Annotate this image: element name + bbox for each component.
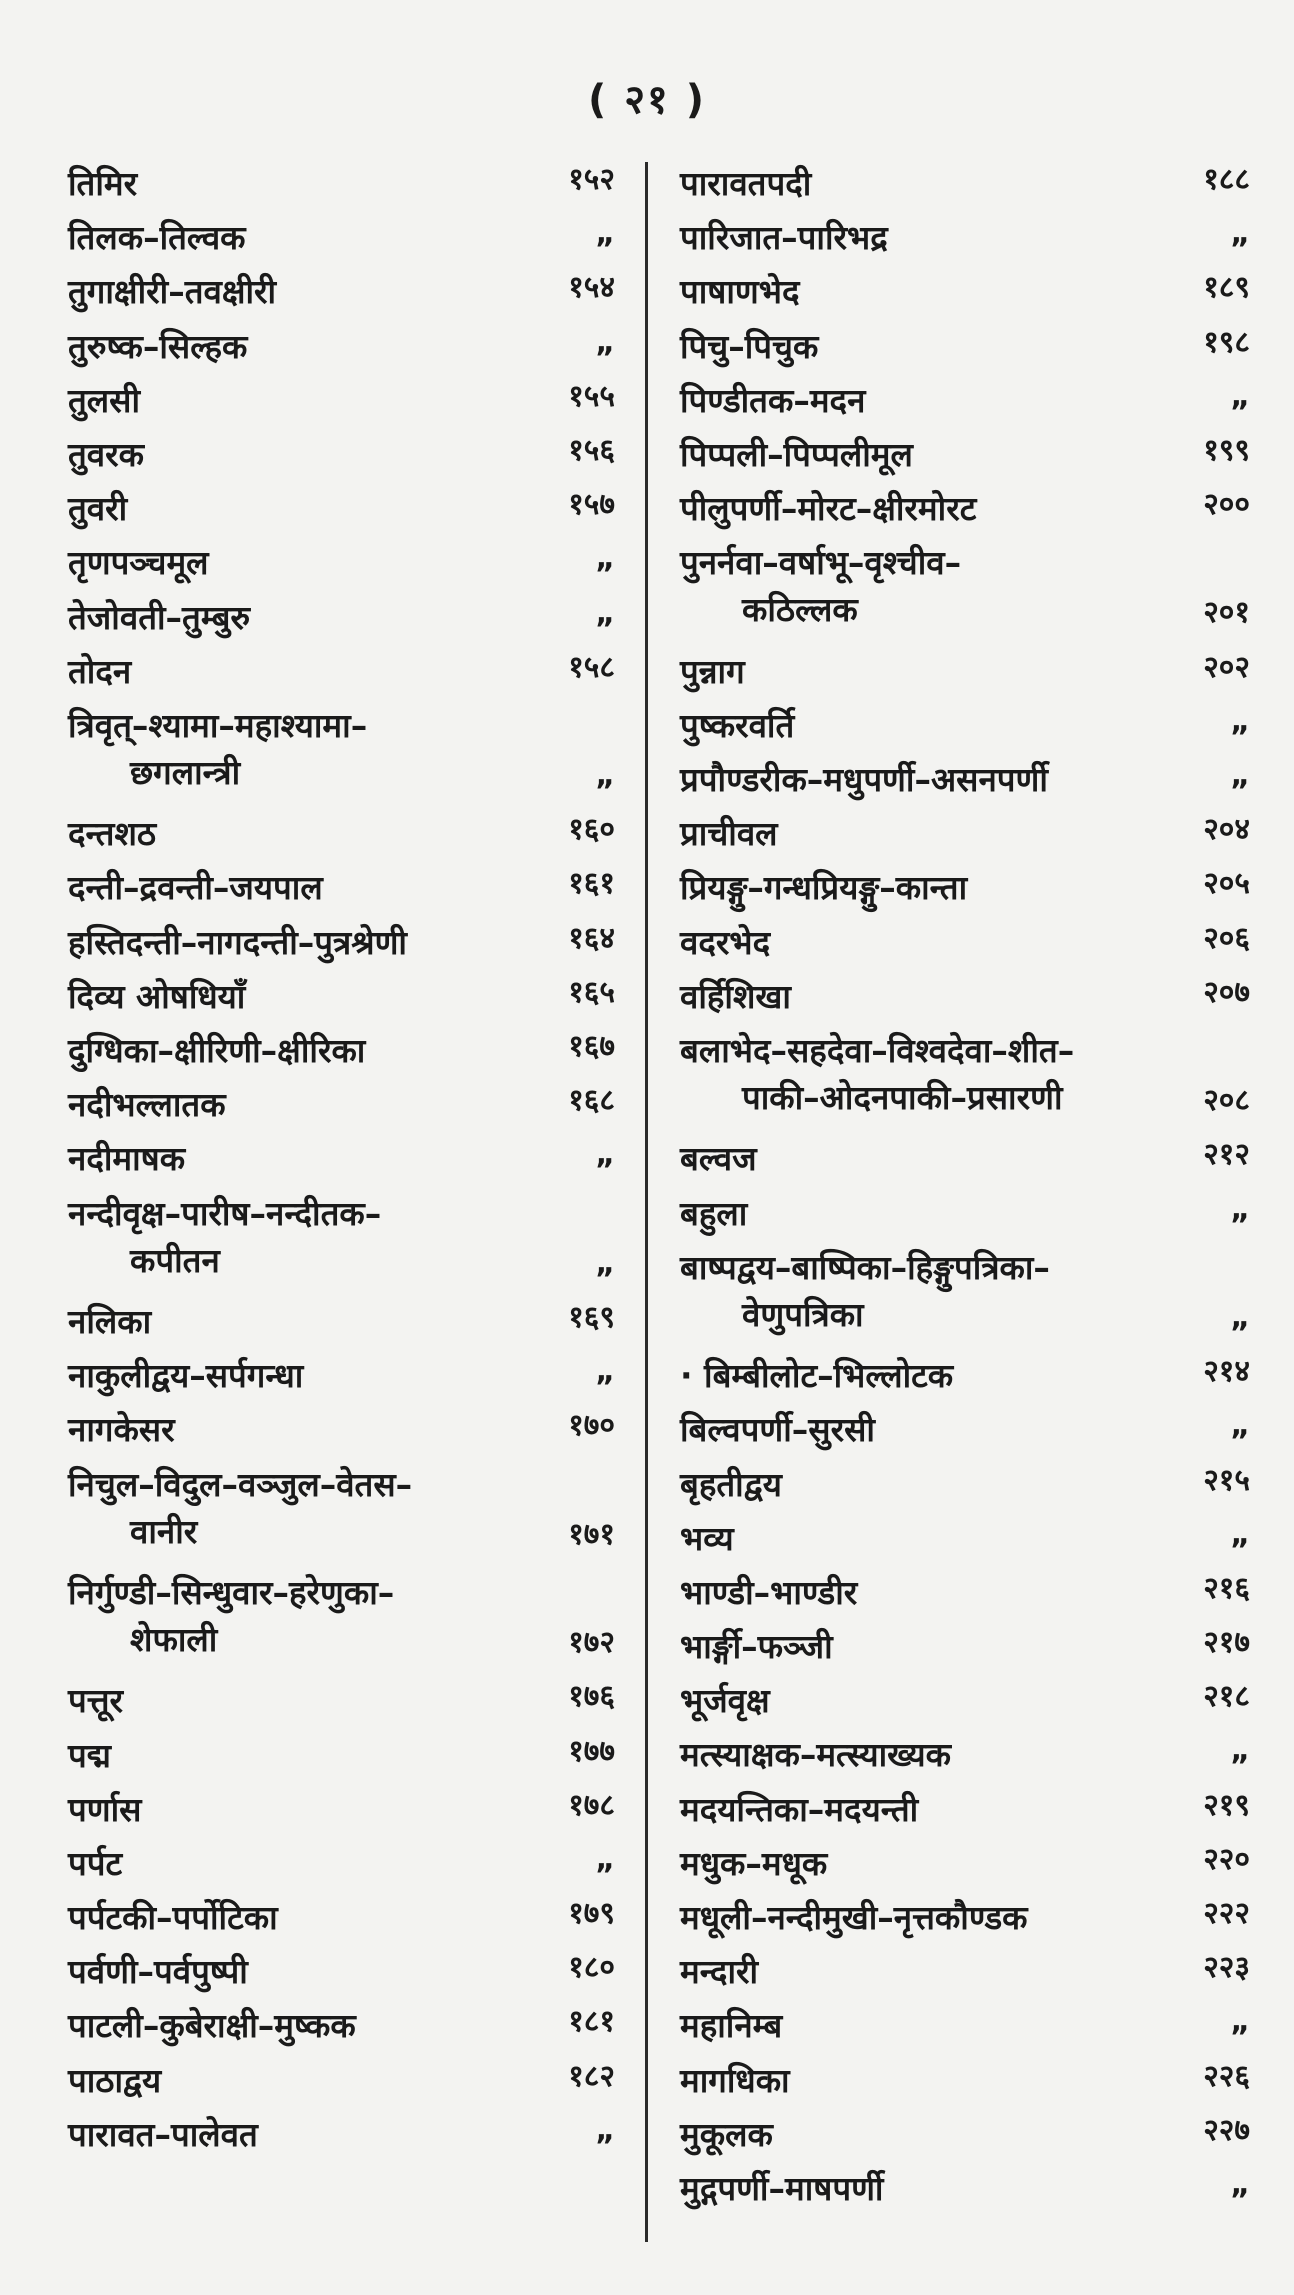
entry-term-text: वदरभेद [680, 922, 771, 962]
index-entry [0, 1677, 640, 1731]
entry-term [680, 1248, 1050, 1342]
index-entry [652, 1786, 1272, 1840]
entry-term [68, 977, 245, 1017]
index-entry [652, 539, 1272, 647]
entry-term-text: बल्वज [680, 1139, 757, 1179]
entry-term [68, 1681, 123, 1721]
entry-page-number: २२३ [1203, 1950, 1250, 1986]
entry-term-continuation: वानीर [130, 1511, 198, 1551]
entry-term-text: बृहतीद्वय [680, 1464, 782, 1504]
index-entry [0, 1732, 640, 1786]
index-entry [652, 1027, 1272, 1135]
index-entry [652, 648, 1272, 702]
index-entry [0, 594, 640, 648]
entry-page-number: „ [595, 595, 615, 631]
index-entry [0, 810, 640, 864]
entry-term [68, 1898, 278, 1938]
entry-page-number: २०७ [1203, 974, 1250, 1010]
entry-term-text: पाठाद्वय [68, 2060, 162, 2100]
index-entry [652, 323, 1272, 377]
entry-term [680, 543, 961, 637]
entry-page-number: १५४ [568, 270, 615, 306]
entry-term [680, 1790, 918, 1830]
index-entry [0, 160, 640, 214]
index-entry [0, 1027, 640, 1081]
entry-term [68, 1573, 394, 1667]
entry-term-continuation: शेफाली [130, 1619, 218, 1659]
entry-term-text: निचुल–विदुल–वञ्जुल–वेतस– [68, 1464, 413, 1504]
index-entry [0, 1569, 640, 1677]
index-entry [652, 2111, 1272, 2165]
entry-term [68, 652, 131, 692]
index-entry [0, 323, 640, 377]
entry-term [680, 1031, 1074, 1125]
entry-page-number: १६८ [568, 1083, 615, 1119]
entry-term [68, 706, 367, 800]
entry-term [680, 1898, 1028, 1938]
entry-term [680, 2006, 782, 2046]
entry-term-text: तिलक–तिल्वक [68, 218, 246, 258]
entry-page-number: २०१ [1203, 595, 1250, 631]
entry-term-text: मदयन्तिका–मदयन्ती [680, 1789, 919, 1829]
page-number: ( २१ ) [587, 77, 706, 123]
entry-page-number: १९९ [1203, 432, 1250, 468]
entry-page-number: १७९ [568, 1896, 615, 1932]
index-entry [652, 1461, 1272, 1515]
index-entry [652, 2002, 1272, 2056]
index-entry [652, 1623, 1272, 1677]
index-entry [652, 1894, 1272, 1948]
entry-term-continuation: कपीतन [130, 1240, 220, 1280]
entry-term-text: भार्ङ्गी–फञ्जी [680, 1627, 833, 1667]
index-entry [0, 431, 640, 485]
entry-page-number: „ [1230, 216, 1250, 252]
index-entry [0, 973, 640, 1027]
entry-term-text: पुष्करवर्ति [680, 705, 795, 745]
right-index-column [652, 160, 1272, 2219]
index-entry [0, 2057, 640, 2111]
entry-term-text: मागधिका [680, 2060, 790, 2100]
entry-page-number: १५७ [568, 487, 615, 523]
entry-page-number: २०८ [1203, 1083, 1250, 1119]
entry-page-number: „ [1230, 1191, 1250, 1227]
entry-term-text: नदीभल्लातक [68, 1085, 226, 1125]
entry-page-number: २१७ [1203, 1625, 1250, 1661]
entry-page-number: „ [1230, 2004, 1250, 2040]
entry-term-text: पिचु–पिचुक [680, 326, 819, 366]
entry-term-text: मुद्गपर्णी–माषपर्णी [680, 2168, 884, 2208]
entry-page-number: २१५ [1203, 1462, 1250, 1498]
entry-page-number: „ [595, 216, 615, 252]
entry-term-text: नलिका [68, 1301, 152, 1341]
entry-term-text: नन्दीवृक्ष–पारीष–नन्दीतक– [68, 1193, 382, 1233]
entry-page-number: „ [1230, 378, 1250, 414]
entry-page-number: „ [595, 2112, 615, 2148]
index-entry [652, 1352, 1272, 1406]
entry-page-number: १८१ [568, 2004, 615, 2040]
entry-term-text: पाटली–कुबेराक्षी–मुष्कक [68, 2006, 356, 2046]
entry-term [68, 1736, 111, 1776]
entry-term-text: पारावत–पालेवत [68, 2114, 258, 2154]
entry-page-number: „ [1230, 703, 1250, 739]
entry-term-text: निर्गुण्डी–सिन्धुवार–हरेणुका– [68, 1572, 395, 1612]
entry-term [680, 814, 778, 854]
entry-term [68, 1302, 151, 1342]
entry-page-number: २२७ [1203, 2112, 1250, 2148]
entry-term [680, 923, 770, 963]
entry-term-text: बलाभेद–सहदेवा–विश्वदेवा–शीत– [680, 1031, 1075, 1071]
entry-page-number: १८० [568, 1950, 615, 1986]
entry-page-number: १९८ [1203, 324, 1250, 360]
entry-page-number: १७० [568, 1408, 615, 1444]
entry-term [68, 1356, 303, 1396]
entry-term-text: बहुला [680, 1193, 748, 1233]
entry-term [680, 652, 745, 692]
entry-term-continuation: पाकी–ओदनपाकी–प्रसारणी [742, 1078, 1063, 1118]
entry-term-text: वर्हिशिखा [680, 976, 791, 1016]
entry-term-text: भाण्डी–भाण्डीर [680, 1572, 858, 1612]
entry-term [68, 814, 156, 854]
index-entry [0, 919, 640, 973]
index-entry [0, 214, 640, 268]
entry-page-number: २०६ [1203, 920, 1250, 956]
entry-term-text: नागकेसर [68, 1410, 175, 1450]
entry-page-number: „ [1230, 2166, 1250, 2202]
entry-page-number: २१९ [1203, 1787, 1250, 1823]
entry-page-number: २१६ [1203, 1570, 1250, 1606]
entry-term [680, 1519, 734, 1559]
entry-page-number: „ [595, 1354, 615, 1390]
entry-term [68, 1194, 381, 1288]
entry-term-text: पर्पटकी–पर्पोटिका [68, 1898, 278, 1938]
entry-term-text: दिव्य ओषधियाँ [68, 976, 246, 1016]
entry-page-number: १८२ [568, 2058, 615, 2094]
entry-page-number: १६९ [568, 1299, 615, 1335]
entry-term [68, 2006, 356, 2046]
index-entry [0, 1081, 640, 1135]
entry-term [680, 2115, 773, 2155]
entry-term-text: मधुक–मधूक [680, 1843, 828, 1883]
entry-term [680, 1735, 951, 1775]
left-index-column [0, 160, 640, 2165]
index-entry [652, 1948, 1272, 2002]
entry-term [680, 1356, 953, 1396]
index-entry [0, 1352, 640, 1406]
index-entry [652, 810, 1272, 864]
entry-page-number: १६१ [568, 866, 615, 902]
index-entry [0, 1190, 640, 1298]
index-entry [652, 485, 1272, 539]
index-entry [0, 1786, 640, 1840]
index-entry [652, 214, 1272, 268]
entry-page-number: २१८ [1203, 1679, 1250, 1715]
entry-term [68, 923, 407, 963]
entry-term-text: तुवरक [68, 434, 144, 474]
entry-term [68, 1410, 175, 1450]
entry-page-number: १५८ [568, 649, 615, 685]
entry-term [68, 1465, 412, 1559]
entry-term-text: तेजोवती–तुम्बुरु [68, 597, 251, 637]
entry-term-text: · बिम्बीलोट–भिल्लोटक [680, 1356, 954, 1396]
entry-term [68, 1844, 122, 1884]
index-entry [0, 377, 640, 431]
entry-page-number: २२६ [1203, 2058, 1250, 2094]
entry-term [680, 1627, 833, 1667]
entry-term-text: पिप्पली–पिप्पलीमूल [680, 434, 913, 474]
index-entry [652, 1406, 1272, 1460]
index-entry [0, 1135, 640, 1189]
index-entry [652, 1731, 1272, 1785]
index-entry [0, 1840, 640, 1894]
entry-term-text: पर्वणी–पर्वपुष्पी [68, 1952, 248, 1992]
entry-term [68, 1790, 141, 1830]
entry-term [680, 868, 967, 908]
entry-term [680, 760, 1048, 800]
entry-term-text: नदीमाषक [68, 1139, 186, 1179]
entry-term-text: पीलुपर्णी–मोरट–क्षीरमोरट [680, 489, 977, 529]
entry-page-number: १५५ [568, 378, 615, 414]
entry-page-number: १७७ [568, 1733, 615, 1769]
entry-page-number: १६० [568, 812, 615, 848]
entry-term-continuation: छगलान्त्री [130, 752, 241, 792]
entry-page-number: „ [1230, 1516, 1250, 1552]
index-entry [652, 919, 1272, 973]
entry-page-number: „ [1230, 1299, 1250, 1335]
entry-page-number: „ [595, 324, 615, 360]
index-entry [652, 160, 1272, 214]
entry-page-number: १८९ [1203, 270, 1250, 306]
entry-term-text: पारिजात–पारिभद्र [680, 218, 888, 258]
entry-term [68, 218, 246, 258]
entry-term-text: तिमिर [68, 164, 138, 203]
entry-term-text: तुवरी [68, 489, 128, 529]
entry-term-text: मधूली–नन्दीमुखी–नृत्तकौण्डक [680, 1898, 1028, 1938]
entry-term-text: पारावतपदी [680, 164, 812, 203]
entry-term [68, 598, 250, 638]
entry-term [68, 1952, 248, 1992]
index-entry [652, 1244, 1272, 1352]
entry-page-number: १५६ [568, 432, 615, 468]
entry-term-text: प्रियङ्गु–गन्धप्रियङ्गु–कान्ता [680, 868, 968, 908]
entry-term-text: दन्ती–द्रवन्ती–जयपाल [68, 868, 323, 908]
entry-page-number: „ [595, 541, 615, 577]
entry-term-text: भूर्जवृक्ष [680, 1681, 770, 1721]
entry-term [680, 272, 800, 312]
entry-page-number: १६४ [568, 920, 615, 956]
index-entry [0, 539, 640, 593]
entry-page-number: २०५ [1203, 866, 1250, 902]
entry-term-text: पद्म [68, 1735, 111, 1775]
index-entry [0, 648, 640, 702]
entry-term-continuation: कठिल्लक [742, 590, 858, 630]
entry-term [68, 2061, 161, 2101]
entry-term-text: बिल्वपर्णी–सुरसी [680, 1410, 875, 1450]
entry-page-number: १७१ [568, 1516, 615, 1552]
entry-page-number: „ [1230, 1733, 1250, 1769]
entry-page-number: १५२ [568, 162, 615, 197]
entry-term [680, 706, 794, 746]
entry-term [68, 435, 144, 475]
index-entry [652, 1840, 1272, 1894]
entry-term [680, 435, 913, 475]
index-entry [652, 864, 1272, 918]
entry-page-number: १८८ [1203, 162, 1250, 197]
entry-term [68, 1085, 226, 1125]
entry-term [680, 1952, 758, 1992]
entry-page-number: २२० [1203, 1841, 1250, 1877]
entry-page-number: २०४ [1203, 812, 1250, 848]
entry-term-text: पुन्नाग [680, 651, 745, 691]
index-entry [652, 756, 1272, 810]
entry-page-number: १७६ [568, 1679, 615, 1715]
entry-page-number: २१४ [1203, 1354, 1250, 1390]
index-entry [652, 702, 1272, 756]
entry-term-text: तोदन [68, 651, 132, 691]
entry-page-number: १६७ [568, 1029, 615, 1065]
entry-page-number: „ [595, 757, 615, 793]
entry-term [680, 218, 888, 258]
index-entry [0, 702, 640, 810]
entry-page-number: २०० [1203, 487, 1250, 523]
index-entry [0, 2111, 640, 2165]
index-entry [652, 377, 1272, 431]
entry-term [68, 1031, 365, 1071]
entry-term [68, 2115, 258, 2155]
entry-page-number: „ [595, 1245, 615, 1281]
entry-term-text: मत्स्याक्षक–मत्स्याख्यक [680, 1735, 951, 1775]
entry-term-text: मुकूलक [680, 2114, 773, 2154]
entry-term [680, 1139, 757, 1179]
entry-term-text: पर्पट [68, 1843, 123, 1883]
index-entry [0, 864, 640, 918]
entry-term [680, 381, 865, 421]
entry-term [680, 327, 818, 367]
index-entry [652, 268, 1272, 322]
entry-term-text: त्रिवृत्–श्यामा–महाश्यामा– [68, 705, 368, 745]
entry-term-text: नाकुलीद्वय–सर्पगन्धा [68, 1356, 304, 1396]
entry-term [68, 164, 137, 204]
entry-term [68, 272, 276, 312]
index-entry [0, 1461, 640, 1569]
index-entry [652, 1677, 1272, 1731]
entry-page-number: १६५ [568, 974, 615, 1010]
entry-term [68, 327, 247, 367]
entry-term-text: बाष्पद्वय–बाष्पिका–हिङ्गुपत्रिका– [680, 1247, 1050, 1287]
entry-term-text: मन्दारी [680, 1952, 759, 1992]
index-entry [652, 1135, 1272, 1189]
entry-term [68, 868, 323, 908]
index-entry [0, 2002, 640, 2056]
entry-term [680, 2061, 790, 2101]
entry-term-text: पुनर्नवा–वर्षाभू–वृश्चीव– [680, 543, 962, 583]
entry-term-text: पत्तूर [68, 1681, 124, 1721]
entry-term-text: प्राचीवल [680, 814, 778, 854]
entry-term [68, 381, 140, 421]
entry-term-text: तुलसी [68, 380, 141, 420]
entry-term [680, 489, 976, 529]
entry-term-text: भव्य [680, 1518, 734, 1558]
entry-term [68, 543, 209, 583]
index-entry [0, 1406, 640, 1460]
entry-term-text: दन्तशठ [68, 814, 157, 854]
entry-term [680, 164, 811, 204]
index-entry [652, 1515, 1272, 1569]
entry-term-text: पिण्डीतक–मदन [680, 380, 866, 420]
entry-term [680, 977, 791, 1017]
index-entry [652, 431, 1272, 485]
entry-page-number: १७२ [568, 1624, 615, 1660]
entry-term [68, 489, 127, 529]
entry-term [68, 1139, 185, 1179]
entry-term-text: प्रपौण्डरीक–मधुपर्णी–असनपर्णी [680, 760, 1048, 800]
entry-page-number: २२२ [1203, 1896, 1250, 1932]
entry-term [680, 1573, 857, 1613]
entry-term [680, 1465, 782, 1505]
index-entry [0, 268, 640, 322]
entry-term [680, 1410, 875, 1450]
index-entry [652, 1190, 1272, 1244]
entry-page-number: २०२ [1203, 649, 1250, 685]
entry-term-text: पाषाणभेद [680, 272, 800, 312]
index-entry [0, 485, 640, 539]
entry-page-number: „ [1230, 1408, 1250, 1444]
entry-term-continuation: वेणुपत्रिका [742, 1294, 864, 1334]
entry-page-number: २१२ [1203, 1137, 1250, 1173]
index-entry [652, 2165, 1272, 2219]
entry-page-number: १७८ [568, 1787, 615, 1823]
entry-term [680, 2169, 883, 2209]
index-entry [652, 2057, 1272, 2111]
entry-page-number: „ [595, 1841, 615, 1877]
entry-term [680, 1681, 770, 1721]
entry-term-text: तुरुष्क–सिल्हक [68, 326, 248, 366]
entry-term [680, 1194, 747, 1234]
entry-page-number: „ [595, 1137, 615, 1173]
entry-term-text: पर्णास [68, 1789, 142, 1829]
index-entry [652, 1569, 1272, 1623]
entry-term-text: दुग्धिका–क्षीरिणी–क्षीरिका [68, 1031, 366, 1071]
entry-term-text: तृणपञ्चमूल [68, 543, 209, 583]
index-entry [652, 973, 1272, 1027]
entry-term-text: तुगाक्षीरी–तवक्षीरी [68, 272, 277, 312]
index-entry [0, 1894, 640, 1948]
index-entry [0, 1298, 640, 1352]
entry-term-text: महानिम्ब [680, 2006, 783, 2046]
entry-term-text: हस्तिदन्ती–नागदन्ती–पुत्रश्रेणी [68, 922, 407, 962]
entry-term [680, 1844, 827, 1884]
index-entry [0, 1948, 640, 2002]
column-divider [645, 162, 648, 2242]
entry-page-number: „ [1230, 758, 1250, 794]
